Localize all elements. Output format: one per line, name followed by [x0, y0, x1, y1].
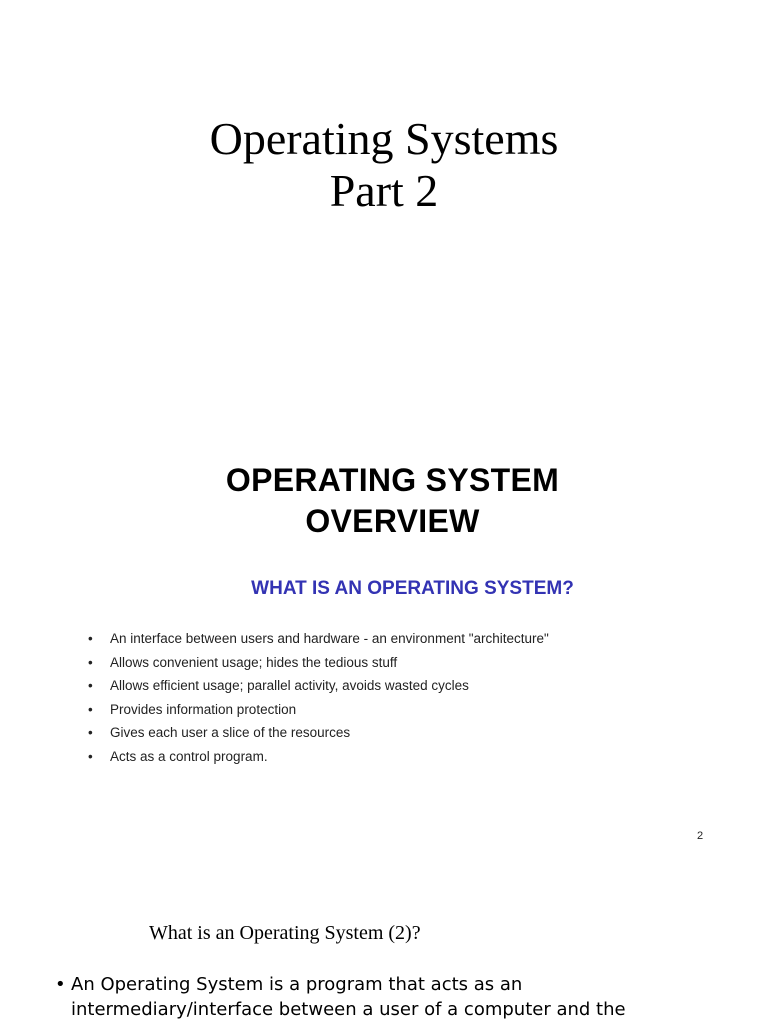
list-item-text: Allows efficient usage; parallel activity, avoids wasted cycles — [110, 678, 469, 694]
bullet-icon: • — [55, 974, 66, 995]
bullet-icon: • — [88, 701, 93, 717]
next-slide-bullet-line1: An Operating System is a program that acts as an — [71, 974, 523, 995]
list-item — [88, 651, 549, 675]
bullet-list — [88, 627, 549, 769]
document-subtitle: Part 2 — [329, 165, 439, 216]
next-slide-body — [55, 972, 755, 1022]
list-item-text: Provides information protection — [110, 701, 297, 717]
bullet-icon: • — [88, 678, 93, 694]
bullet-icon: • — [88, 654, 93, 670]
next-slide-bullet — [55, 972, 755, 997]
overview-heading-line1: OPERATING SYSTEM — [225, 462, 560, 498]
list-item — [88, 627, 549, 651]
next-slide-title: What is an Operating System (2)? — [149, 922, 421, 944]
page-number: 2 — [697, 830, 704, 842]
list-item — [88, 745, 549, 769]
list-item — [88, 721, 549, 745]
list-item-text: Allows convenient usage; hides the tedious stuff — [110, 654, 398, 670]
next-slide-bullet-continuation — [55, 997, 755, 1022]
list-item — [88, 674, 549, 698]
bullet-icon: • — [88, 725, 93, 741]
next-slide-bullet-line2: intermediary/interface between a user of a computer and the — [71, 999, 626, 1020]
section-subheading: WHAT IS AN OPERATING SYSTEM? — [251, 578, 574, 599]
bullet-icon: • — [88, 748, 93, 764]
title-slide — [0, 113, 768, 217]
list-item-text: An interface between users and hardware - an environment "architecture" — [110, 631, 549, 646]
list-item-text: Gives each user a slice of the resources — [110, 725, 351, 741]
overview-heading — [0, 460, 768, 542]
document-title: Operating Systems — [209, 113, 559, 164]
list-item — [88, 698, 549, 722]
overview-heading-line2: OVERVIEW — [305, 503, 480, 539]
list-item-text: Acts as a control program. — [110, 748, 268, 764]
bullet-icon: • — [88, 631, 93, 646]
